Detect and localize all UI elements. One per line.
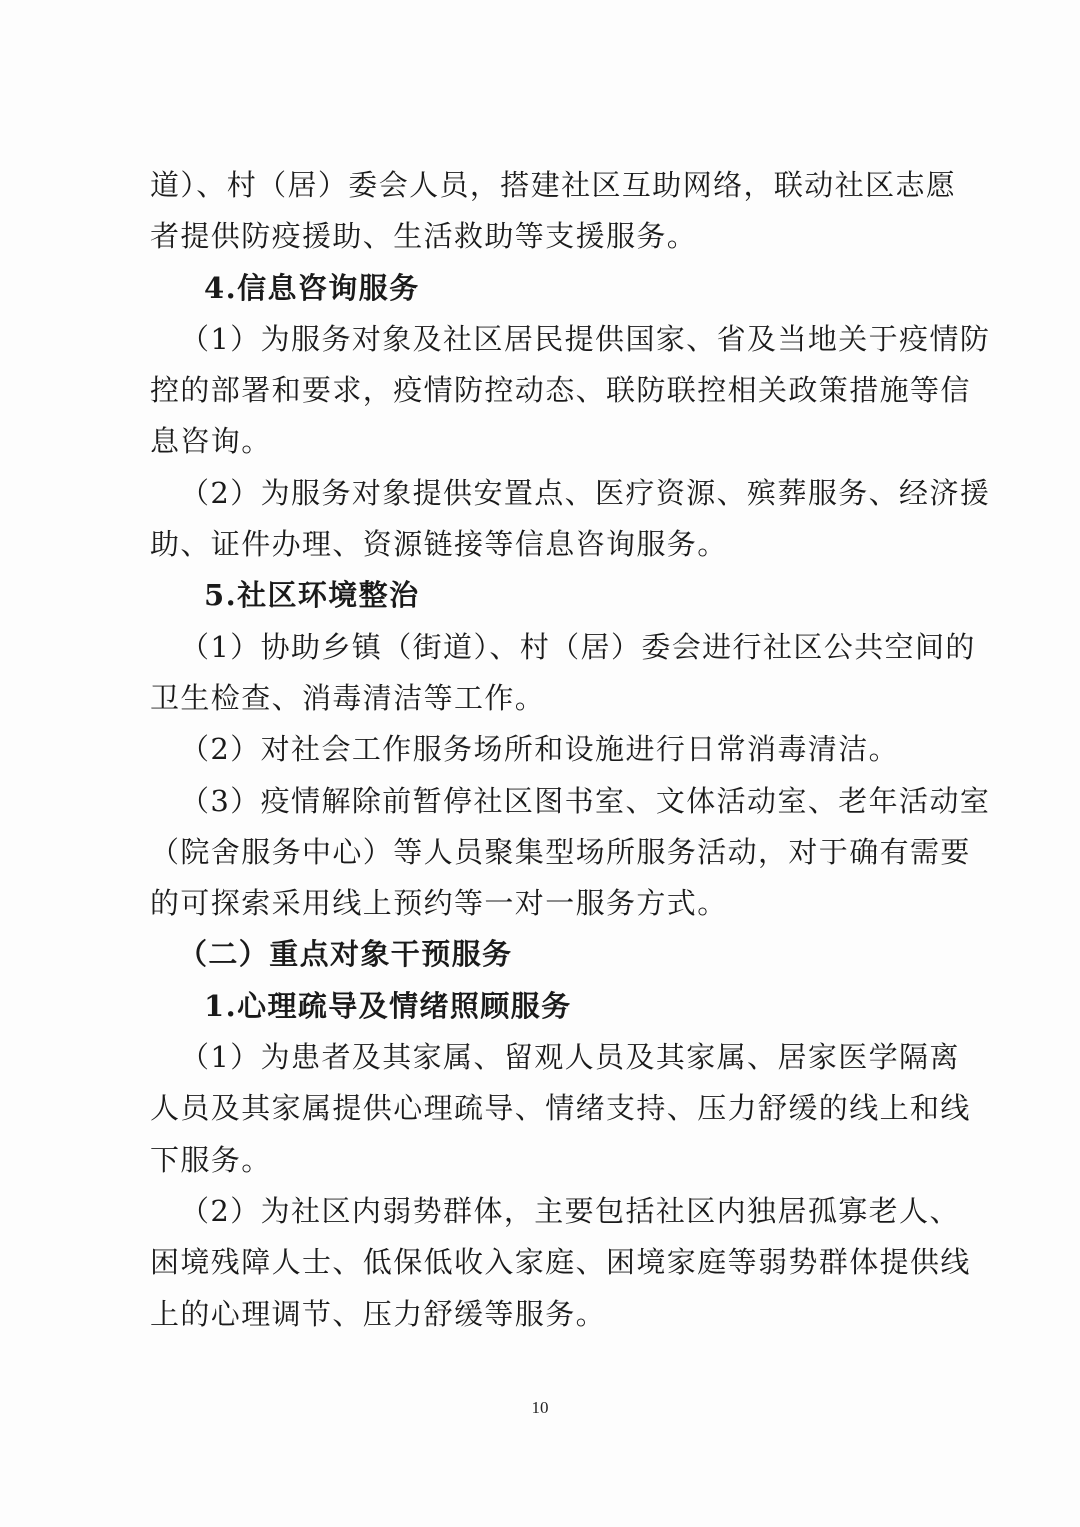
paragraph-line: 下服务。	[150, 1142, 272, 1177]
paragraph-line: 上的心理调节、压力舒缓等服务。	[150, 1296, 607, 1331]
paragraph-line: （3）疫情解除前暂停社区图书室、文体活动室、老年活动室	[180, 783, 991, 818]
paragraph-line: 人员及其家属提供心理疏导、情绪支持、压力舒缓的线上和线	[150, 1091, 971, 1126]
section-heading-psychological-counseling: 1.心理疏导及情绪照顾服务	[204, 988, 572, 1023]
section-heading-info-consulting: 4.信息咨询服务	[204, 270, 420, 305]
paragraph-line: （1）为服务对象及社区居民提供国家、省及当地关于疫情防	[180, 321, 991, 356]
paragraph-line: 者提供防疫援助、生活救助等支援服务。	[150, 219, 698, 254]
section-heading-community-environment: 5.社区环境整治	[204, 578, 420, 613]
page-body	[150, 160, 991, 1340]
paragraph-line: 道）、村（居）委会人员，搭建社区互助网络，联动社区志愿	[150, 168, 957, 202]
paragraph-line: （1）为患者及其家属、留观人员及其家属、居家医学隔离	[180, 1040, 960, 1075]
paragraph-line: 困境残障人士、低保低收入家庭、困境家庭等弱势群体提供线	[150, 1245, 971, 1280]
paragraph-line: （2）为服务对象提供安置点、医疗资源、殡葬服务、经济援	[180, 475, 991, 510]
paragraph-line: （1）协助乡镇（街道）、村（居）委会进行社区公共空间的	[180, 629, 976, 664]
paragraph-line: 卫生检查、消毒清洁等工作。	[150, 680, 546, 715]
paragraph-line: 的可探索采用线上预约等一对一服务方式。	[150, 886, 728, 921]
paragraph-line: （2）为社区内弱势群体，主要包括社区内独居孤寡老人、	[180, 1193, 960, 1228]
paragraph-line: 息咨询。	[150, 424, 272, 459]
paragraph-line: 助、证件办理、资源链接等信息咨询服务。	[150, 527, 728, 562]
section-heading-key-target-intervention: （二）重点对象干预服务	[178, 937, 513, 972]
paragraph-line: （院舍服务中心）等人员聚集型场所服务活动，对于确有需要	[150, 834, 971, 869]
paragraph-line: 控的部署和要求，疫情防控动态、联防联控相关政策措施等信	[150, 373, 971, 408]
paragraph-line: （2）对社会工作服务场所和设施进行日常消毒清洁。	[180, 732, 900, 767]
page-number: 10	[531, 1398, 549, 1417]
